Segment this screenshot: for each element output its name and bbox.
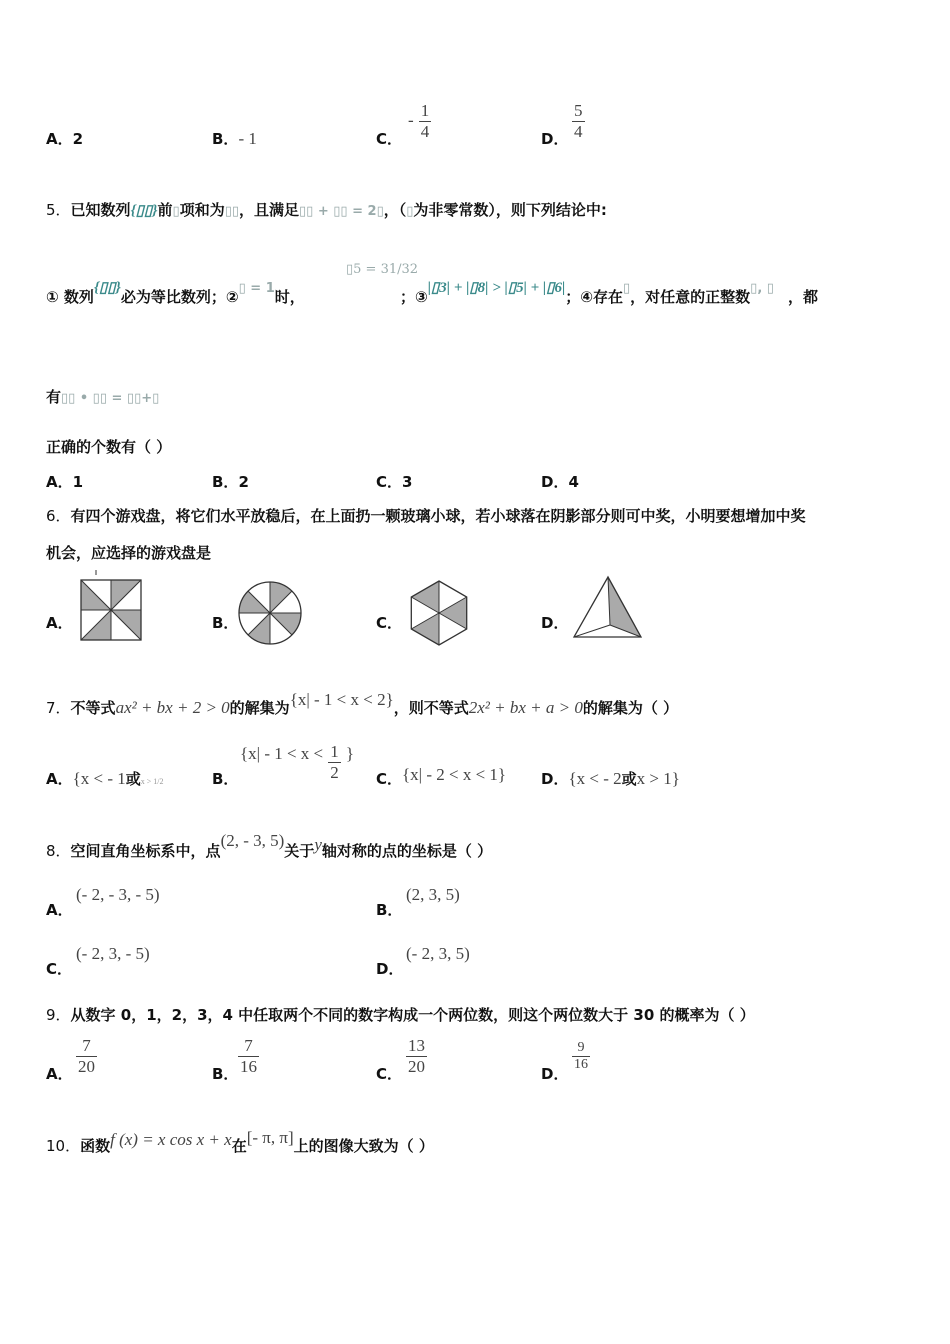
q6-board-d	[570, 575, 646, 641]
q5-statements-line1: ① 数列{▯▯}必为等比数列；②▯ = 1时，	[46, 280, 305, 306]
q7-stem: 7．不等式ax² + bx + 2 > 0的解集为{x| - 1 < x < 2}，则不等式2x² + bx + a > 0的解集为（ ）	[46, 690, 679, 717]
q5-s2-value: ▯5 = 31/32	[346, 262, 419, 277]
q5-stem: 5．已知数列{▯▯}前▯项和为▯▯，且满足▯▯ + ▯▯ = 2▯，（▯为非零常数），则下列结论中:	[46, 201, 607, 219]
q7-option-b-value: {x| - 1 < x < $\frac{1}{2}$ }	[240, 742, 355, 782]
q4-option-c-value: - $\frac{1}{4}$	[408, 101, 430, 141]
q6-option-c-label[interactable]: C．	[376, 614, 403, 632]
q6-option-a-label[interactable]: A．	[46, 614, 73, 632]
q8-option-a[interactable]: A．	[46, 901, 73, 919]
q9-option-c-value: $\frac{13}{20}$	[408, 1036, 425, 1076]
q9-option-d-label[interactable]: D．	[541, 1065, 569, 1083]
q6-board-b	[236, 579, 304, 647]
q9-option-a-value: $\frac{7}{20}$	[78, 1036, 95, 1076]
q4-option-a[interactable]: A．2	[46, 130, 84, 148]
q8-stem: 8．空间直角坐标系中，点(2, - 3, 5)关于y轴对称的点的坐标是（ ）	[46, 831, 493, 860]
q4-option-c-label[interactable]: C．	[376, 130, 403, 148]
q7-option-b-label[interactable]: B．	[212, 770, 239, 788]
q8-option-c[interactable]: C．	[46, 960, 73, 978]
q4-option-d-value: $\frac{5}{4}$	[574, 101, 583, 141]
q4-option-b[interactable]: B．- 1	[212, 129, 257, 148]
q5-option-b[interactable]: B．2	[212, 473, 249, 491]
q5-option-c[interactable]: C．3	[376, 473, 413, 491]
q6-stem-line2: 机会，应选择的游戏盘是	[46, 544, 212, 562]
q7-option-c[interactable]: C．{x| - 2 < x < 1}	[376, 765, 507, 788]
q5-statements-line2: 有▯▯ • ▯▯ = ▯▯+▯	[46, 388, 160, 406]
q8-option-c-value: (- 2, 3, - 5)	[76, 944, 150, 963]
q10-stem: 10．函数f (x) = x cos x + x在[- π, π]上的图像大致为（ ）	[46, 1128, 434, 1155]
q8-option-a-value: (- 2, - 3, - 5)	[76, 885, 160, 904]
q9-option-d-value: $\frac{9}{16}$	[574, 1040, 588, 1073]
q5-option-d[interactable]: D．4	[541, 473, 579, 491]
q5-statements-line1b: ；③|▯3| + |▯8| > |▯5| + |▯6|；④存在▯，对任意的正整数▯, ▯ ，都	[400, 280, 818, 306]
q8-option-b-value: (2, 3, 5)	[406, 885, 460, 904]
q7-option-a[interactable]: A．{x < - 1或x > 1/2	[46, 769, 164, 788]
q8-option-d-value: (- 2, 3, 5)	[406, 944, 470, 963]
q6-board-c	[406, 578, 472, 648]
q6-board-a	[78, 570, 144, 646]
q6-stem-line1: 6．有四个游戏盘，将它们水平放稳后，在上面扔一颗玻璃小球，若小球落在阴影部分则可中奖，小明要想增加中奖	[46, 507, 806, 525]
q5-question: 正确的个数有（ ）	[46, 438, 172, 456]
q9-option-b-value: $\frac{7}{16}$	[240, 1036, 257, 1076]
q7-option-d[interactable]: D．{x < - 2或x > 1}	[541, 769, 680, 788]
q6-option-d-label[interactable]: D．	[541, 614, 569, 632]
q9-option-a-label[interactable]: A．	[46, 1065, 73, 1083]
q9-option-b-label[interactable]: B．	[212, 1065, 239, 1083]
q9-option-c-label[interactable]: C．	[376, 1065, 403, 1083]
q4-option-d-label[interactable]: D．	[541, 130, 569, 148]
q6-option-b-label[interactable]: B．	[212, 614, 239, 632]
q9-stem: 9．从数字 0，1，2，3，4 中任取两个不同的数字构成一个两位数，则这个两位数大于 30 的概率为（ ）	[46, 1006, 755, 1024]
q8-option-b[interactable]: B．	[376, 901, 403, 919]
q5-option-a[interactable]: A．1	[46, 473, 84, 491]
q8-option-d[interactable]: D．	[376, 960, 404, 978]
